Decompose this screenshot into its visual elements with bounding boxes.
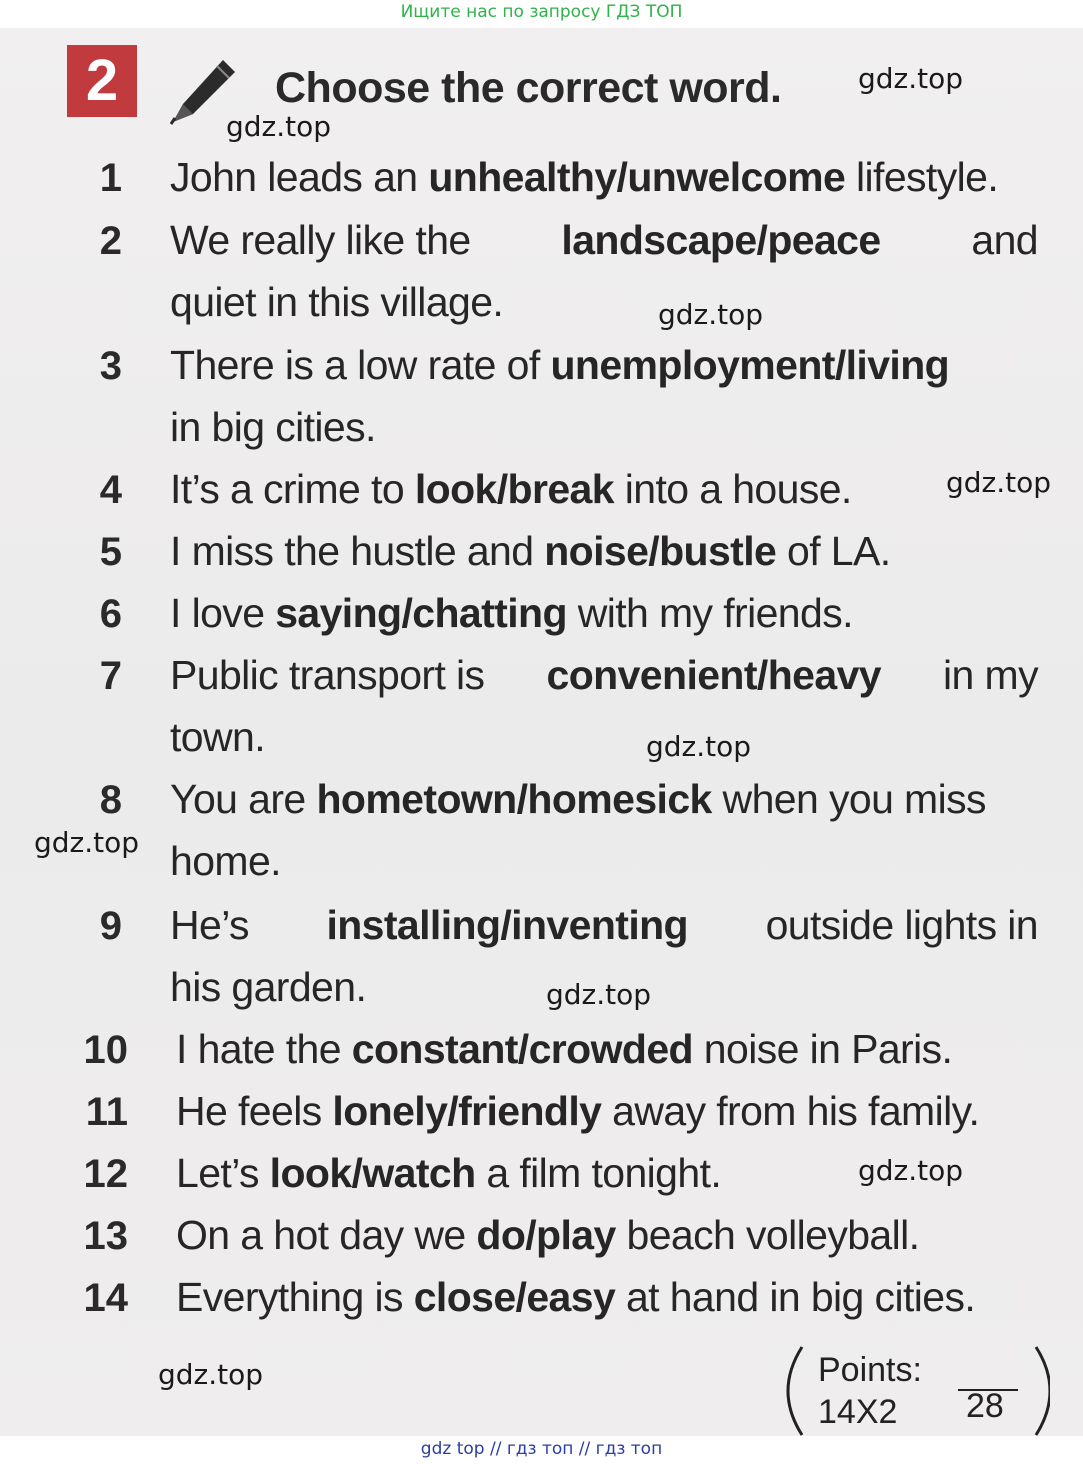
item-text-after: into a house. <box>613 466 852 512</box>
points-label: Points: <box>818 1351 922 1389</box>
item-number: 6 <box>99 592 122 636</box>
exercise-item <box>0 896 1083 956</box>
item-number: 14 <box>83 1276 128 1320</box>
item-text-before: home. <box>170 838 281 884</box>
item-word-choice[interactable]: look/watch <box>269 1150 476 1196</box>
item-sentence <box>170 590 853 637</box>
item-sentence <box>176 1150 721 1197</box>
item-word-choice[interactable]: look/break <box>414 466 614 512</box>
bottom-banner[interactable]: gdz top // гдз топ // гдз топ <box>420 1439 663 1459</box>
textbook-page <box>0 28 1083 1436</box>
item-text-after: outside lights in <box>754 902 1038 948</box>
item-sentence <box>176 1274 975 1321</box>
item-text-before: Everything is <box>176 1274 414 1320</box>
item-text-after: at hand in big cities. <box>615 1274 976 1320</box>
exercise-item <box>0 1206 1083 1266</box>
item-text-before: He’s <box>170 902 260 948</box>
item-text-after: noise in Paris. <box>693 1026 953 1072</box>
points-box <box>780 1343 1050 1436</box>
watermark: gdz.top <box>858 62 964 95</box>
item-text-after: with my friends. <box>566 590 853 636</box>
item-number: 8 <box>99 778 122 822</box>
watermark: gdz.top <box>646 730 752 763</box>
item-sentence <box>170 217 1038 264</box>
exercise-item <box>0 646 1083 706</box>
item-word-choice[interactable]: convenient/heavy <box>546 652 881 698</box>
item-text-before: There is a low rate of <box>170 342 551 388</box>
item-word-choice[interactable]: hometown/homesick <box>316 776 712 822</box>
item-number: 9 <box>99 904 122 948</box>
item-word-choice[interactable]: lonely/friendly <box>332 1088 602 1134</box>
item-text-after: beach volleyball. <box>615 1212 920 1258</box>
item-text-before: I love <box>170 590 276 636</box>
item-number: 1 <box>99 156 122 200</box>
item-sentence <box>176 1212 919 1259</box>
item-sentence <box>176 1088 979 1135</box>
item-word-choice[interactable]: installing/inventing <box>326 902 689 948</box>
item-number: 7 <box>99 654 122 698</box>
item-word-choice[interactable]: noise/bustle <box>544 528 777 574</box>
item-text-before: quiet in this village. <box>170 279 504 325</box>
top-banner[interactable]: Ищите нас по запросу ГДЗ ТОП <box>400 2 683 22</box>
points-total: 28 <box>966 1387 1004 1425</box>
item-text-after: and <box>960 217 1038 263</box>
item-word-choice[interactable]: do/play <box>476 1212 616 1258</box>
item-sentence <box>176 1026 952 1073</box>
item-sentence <box>170 838 281 885</box>
exercise-item <box>0 460 1083 520</box>
exercise-item <box>0 273 1083 333</box>
item-number: 10 <box>83 1028 128 1072</box>
item-text-after: in my <box>932 652 1038 698</box>
exercise-item <box>0 708 1083 768</box>
exercise-item <box>0 1268 1083 1328</box>
item-sentence <box>170 342 949 389</box>
item-number: 4 <box>99 468 122 512</box>
exercise-item <box>0 958 1083 1018</box>
item-text-after: a film tonight. <box>475 1150 722 1196</box>
item-sentence <box>170 902 1038 949</box>
item-word-choice[interactable]: close/easy <box>413 1274 616 1320</box>
item-text-before: Public transport is <box>170 652 496 698</box>
item-text-after: of LA. <box>776 528 891 574</box>
item-sentence <box>170 154 998 201</box>
exercise-number-badge: 2 <box>67 45 137 117</box>
item-word-choice[interactable]: landscape/peace <box>561 217 881 263</box>
item-sentence <box>170 652 1038 699</box>
points-multiplier: 14X2 <box>818 1393 898 1431</box>
exercise-item <box>0 584 1083 644</box>
item-text-before: I miss the hustle and <box>170 528 545 574</box>
item-number: 5 <box>99 530 122 574</box>
exercise-item <box>0 1082 1083 1142</box>
watermark: gdz.top <box>946 466 1052 499</box>
item-text-before: On a hot day we <box>176 1212 477 1258</box>
item-text-before: town. <box>170 714 265 760</box>
item-number: 3 <box>99 344 122 388</box>
item-text-before: Let’s <box>176 1150 270 1196</box>
item-sentence <box>170 404 376 451</box>
watermark: gdz.top <box>546 978 652 1011</box>
item-word-choice[interactable]: constant/crowded <box>351 1026 693 1072</box>
item-number: 12 <box>83 1152 128 1196</box>
item-text-before: He feels <box>176 1088 333 1134</box>
exercise-item <box>0 832 1083 892</box>
item-number: 13 <box>83 1214 128 1258</box>
exercise-item <box>0 211 1083 271</box>
exercise-item <box>0 770 1083 830</box>
item-sentence <box>170 466 852 513</box>
exercise-item <box>0 398 1083 458</box>
item-text-before: We really like the <box>170 217 482 263</box>
item-number: 11 <box>85 1090 128 1134</box>
item-number: 2 <box>99 219 122 263</box>
item-text-after: away from his family. <box>601 1088 980 1134</box>
item-sentence <box>170 528 891 575</box>
item-sentence <box>170 964 366 1011</box>
exercise-item <box>0 522 1083 582</box>
watermark: gdz.top <box>34 826 140 859</box>
item-text-before: his garden. <box>170 964 367 1010</box>
watermark: gdz.top <box>858 1154 964 1187</box>
item-sentence <box>170 714 265 761</box>
item-text-after: lifestyle. <box>845 154 999 200</box>
item-text-after: when you miss <box>711 776 986 822</box>
item-sentence <box>170 776 986 823</box>
item-word-choice[interactable]: unemployment/living <box>550 342 950 388</box>
exercise-title: Choose the correct word. <box>275 64 782 112</box>
watermark: gdz.top <box>226 110 332 143</box>
item-text-before: I hate the <box>176 1026 352 1072</box>
item-sentence <box>170 279 503 326</box>
watermark: gdz.top <box>658 298 764 331</box>
item-word-choice[interactable]: unhealthy/unwelcome <box>428 154 846 200</box>
watermark: gdz.top <box>158 1358 264 1391</box>
item-word-choice[interactable]: saying/chatting <box>275 590 567 636</box>
exercise-item <box>0 1020 1083 1080</box>
item-text-before: You are <box>170 776 317 822</box>
exercise-item <box>0 336 1083 396</box>
item-text-before: It’s a crime to <box>170 466 415 512</box>
exercise-item <box>0 148 1083 208</box>
item-text-before: in big cities. <box>170 404 376 450</box>
item-text-before: John leads an <box>170 154 429 200</box>
